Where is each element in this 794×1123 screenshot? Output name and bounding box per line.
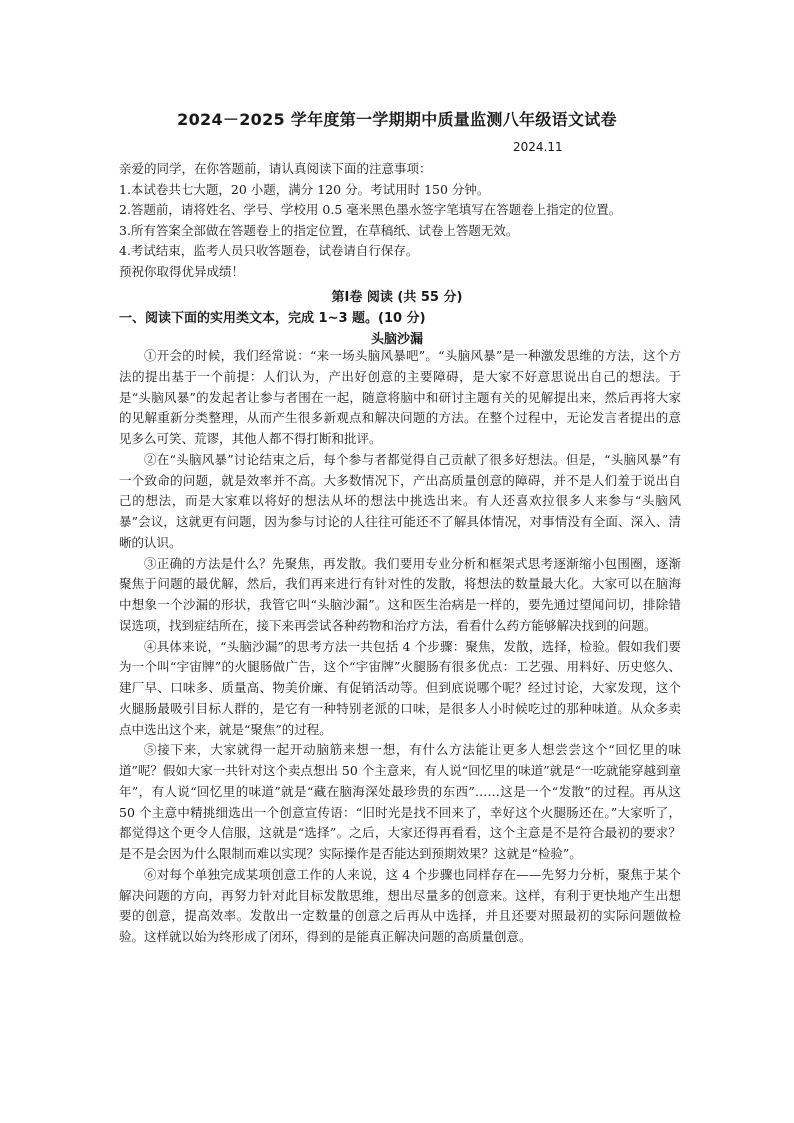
- instructions-greeting: 亲爱的同学，在你答题前，请认真阅读下面的注意事项：: [119, 161, 432, 176]
- question-heading: 一、阅读下面的实用类文本，完成 1~3 题。(10 分): [119, 311, 426, 326]
- article-paragraph: ②在“头脑风暴”讨论结束之后，每个参与者都觉得自己贡献了很多好想法。但是，“头脑风暴”有一个致命的问题，就是效率并不高。大多数情况下，产出高质量创意的障碍，并不是人们羞于说出自己的想法，而是大家难以将好的想法从坏的想法中挑选出来。有人还喜欢拉很多人来参与“头脑风暴”会议，这就更有问题，因为参与讨论的人往往可能还不了解具体情况，对事情没有全面、深入、清晰的认识。: [119, 451, 681, 550]
- instruction-item: 3.所有答案全部做在答题卷上的指定位置，在草稿纸、试卷上答题无效。: [119, 222, 519, 238]
- instruction-item: 1.本试卷共七大题，20 小题，满分 120 分。考试用时 150 分钟。: [119, 181, 490, 197]
- exam-date: 2024.11: [513, 140, 563, 154]
- article-paragraph: ⑥对每个单独完成某项创意工作的人来说，这 4 个步骤也同样存在——先努力分析，聚焦于某个解决问题的方向，再努力针对此目标发散思维，想出尽量多的创意来。这样，有利于更快地产生出想要的创意，提高效率。发散出一定数量的创意之后再从中选择，并且还要对照最初的实际问题做检验。这样就以始为终形成了闭环，得到的是能真正解决问题的高质量创意。: [119, 866, 681, 944]
- article-title: 头脑沙漏: [370, 332, 423, 347]
- article-paragraph: ①开会的时候，我们经常说：“来一场头脑风暴吧”。“头脑风暴”是一种激发思维的方法，这个方法的提出基于一个前提：人们认为，产出好创意的主要障碍，是大家不好意思说出自己的想法。于是“头脑风暴”的发起者让参与者围在一起，随意将脑中和研讨主题有关的见解提出来，然后再将大家的见解重新分类整理，从而产生很多新观点和解决问题的方法。在整个过程中，无论发言者提出的意见多么可笑、荒谬，其他人都不得打断和批评。: [119, 348, 681, 446]
- instructions: [119, 159, 689, 283]
- instructions-closing: 预祝你取得优异成绩！: [119, 263, 245, 279]
- article-paragraph: ③正确的方法是什么？先聚焦，再发散。我们要用专业分析和框架式思考逐渐缩小包围圈，逐渐聚焦于问题的最优解，然后，我们再来进行有针对性的发散，将想法的数量最大化。大家可以在脑海中想象一个沙漏的形状，我管它叫“头脑沙漏”。这和医生治病是一样的，要先通过望闻问切，排除错误选项，找到症结所在，接下来再尝试各种药物和治疗方法，看看什么药方能够解决找到的问题。: [119, 555, 681, 633]
- article-paragraph: ④具体来说，“头脑沙漏”的思考方法一共包括 4 个步骤：聚焦，发散，选择，检验。假如我们要为一个叫“宇宙牌”的火腿肠做广告，这个“宇宙牌”火腿肠有很多优点：工艺强、用料好、历史悠久、建厂早、口味多、质量高、物美价廉、有促销活动等。但到底说哪个呢？经过讨论，大家发现，这个火腿肠最吸引目标人群的，是它有一种特别老派的口味，是很多人小时候吃过的那种味道。从众多卖点中选出这个来，就是“聚焦”的过程。: [119, 638, 681, 737]
- instruction-item: 4.考试结束，监考人员只收答题卷，试卷请自行保存。: [119, 243, 419, 259]
- article-body: [119, 346, 681, 948]
- exam-title: 2024－2025 学年度第一学期期中质量监测八年级语文试卷: [177, 110, 617, 129]
- instruction-item: 2.答题前，请将姓名、学号、学校用 0.5 毫米黑色墨水签字笔填写在答题卷上指定的位置。: [119, 202, 622, 218]
- article-paragraph: ⑤接下来，大家就得一起开动脑筋来想一想，有什么方法能让更多人想尝尝这个“回忆里的味道”呢？假如大家一共针对这个卖点想出 50 个主意来，有人说“回忆里的味道”就是“一吃就能穿越到童年”，有人说“回忆里的味道”就是“藏在脑海深处最珍贵的东西”……这是一个“发散”的过程。再从这 50 个主意中精挑细选出一个创意宣传语：“旧时光是找不回来了，幸好这个火腿肠还在。”大家听了，都觉得这个更令人信服，这就是“选择”。之后，大家还得再看看，这个主意是不是符合最初的要求？是不是会因为什么限制而难以实现？实际操作是否能达到预期效果？这就是“检验”。: [119, 742, 681, 861]
- section-heading: 第Ⅰ卷 阅读 (共 55 分): [331, 290, 463, 305]
